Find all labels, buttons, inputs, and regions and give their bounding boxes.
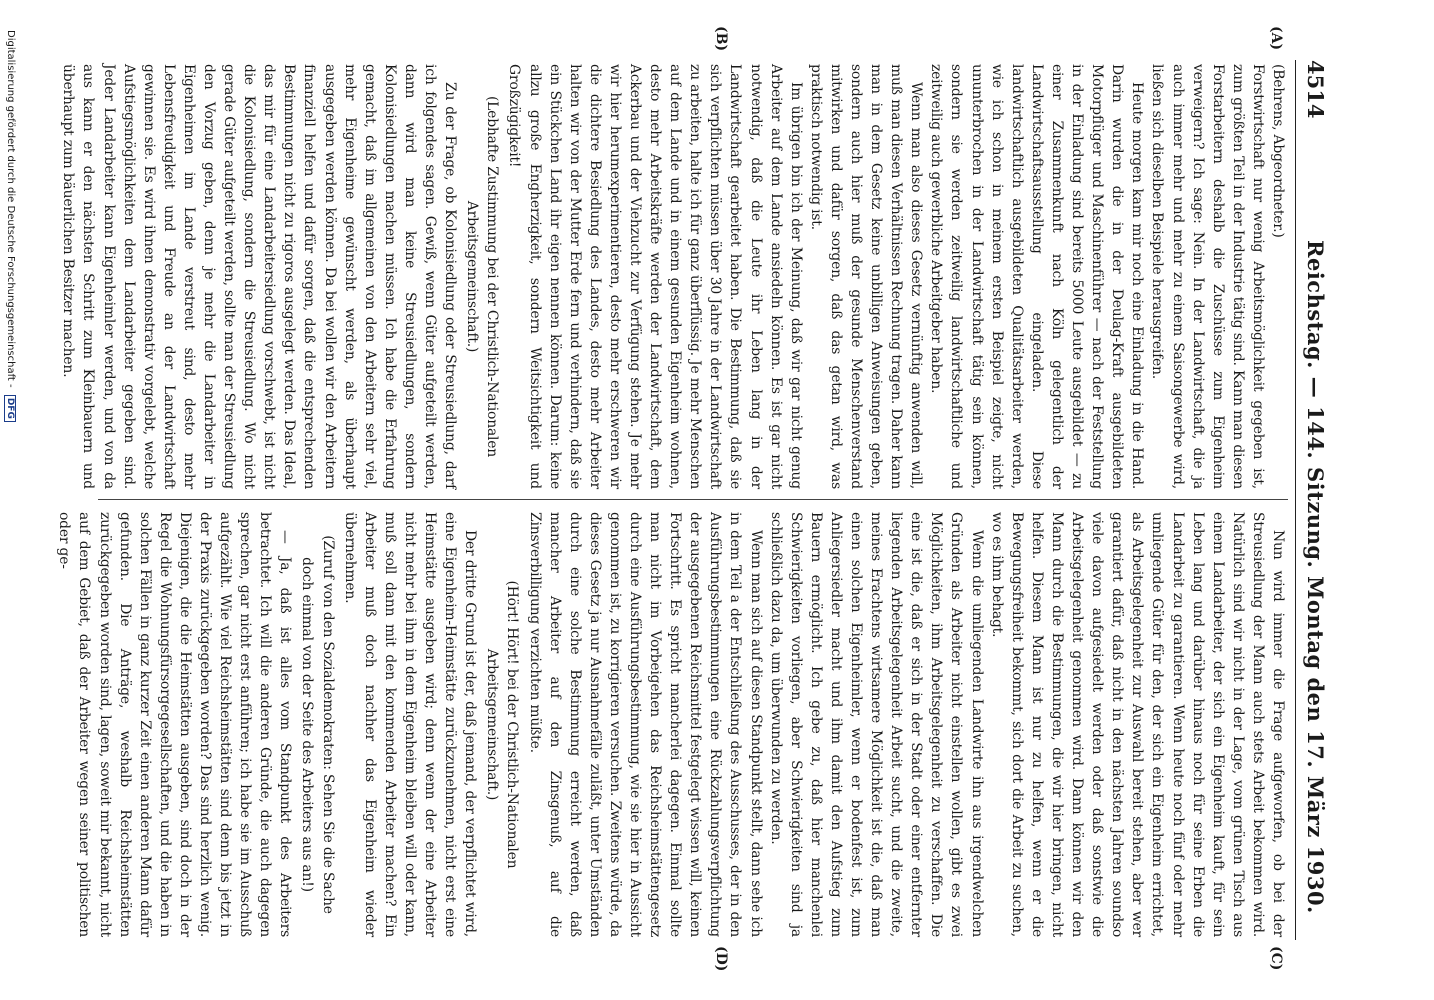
- margin-mark-b: (B): [713, 26, 729, 52]
- running-head: Reichstag. — 144. Sitzung. Montag den 17. März 1930.: [1303, 240, 1328, 914]
- paragraph: Im übrigen bin ich der Meinung, daß wir gar nicht genug Arbeiter auf dem Lande ansiedeln können. Es ist gar nicht notwendig, daß die Leute ihr Leben lang in der Landwirtschaft gearbeitet haben. Die Bestimmung, daß sie sich verpflichten müssen über 30 Jahre in der Landwirtschaft zu arbeiten, halte ich für ganz überflüssig. Je mehr Menschen auf dem Lande und in einem gesunden Eigenheim wohnen, desto mehr Arbeitskräfte werden der Landwirtschaft, dem Ackerbau und der Viehzucht zur Verfügung stehen. Je mehr wir hier herumexperimentieren, desto mehr erschweren wir die dichtere Besiedlung des Landes, desto mehr Arbeiter halten wir von der Mutter Erde fern und verhindern, daß sie ein Stückchen Land ihr eigen nennen können. Darum: keine allzu große Engherzigkeit, sondern Weitsichtigkeit und Großzügigkeit!: [506, 64, 804, 489]
- paragraph: — Ja, daß ist alles vom Standpunkt des Arbeiters betrachtet. Ich will die anderen Gründe, die auch dagegen sprechen, gar nicht erst anführen; ich habe sie im Ausschuß aufgezählt. Wie viel Reichsheimstätten sind denn bis jetzt in der Praxis zurückgegeben worden? Das sind herzlich wenig. Diejenigen, die die Heimstätten ausgeben, sind doch in der Regel die Wohnungsfürsorgegesellschaften, und die haben in solchen Fällen in ganz kurzer Zeit einen anderen Mann dafür gefunden. Die Anträge, weshalb Reichsheimstätten zurückgegeben worden sind, lagen, soweit mir bekannt, nicht auf dem Gebiet, daß der Arbeiter wegen seiner politischen oder ge-: [56, 512, 294, 937]
- paragraph: Der dritte Grund ist der, daß jemand, der verpflichtet wird, eine Eigenheim-Heimstätte zurückzunehmen, nicht erst eine Heimstätte ausgeben wird; denn wenn der eine Arbeiter nicht mehr bei ihm in dem Eigenheim bleiben will oder kann, muß soll dann mit den kommenden Arbeiter machen? Ein Arbeiter muß doch nachher das Eigenheim wieder übernehmen.: [341, 512, 479, 937]
- interjection: (Hört! Hört! bei der Christlich-Nationalen Arbeitsgemeinschaft.): [484, 580, 521, 869]
- speaker-label: (Behrens, Abgeordneter.): [1270, 64, 1286, 238]
- paragraph: Forstwirtschaft nur wenig Arbeitsmöglichkeit gegeben ist, zum größten Teil in der Industrie tätig sind. Kann man diesen Forstarbeitern deshalb die Zuschüsse zum Eigenheim verweigern? Ich sage: Nein. In der Landwirtschaft, die ja auch immer mehr und mehr zu einem Saisongewerbe wird, ließen sich dieselben Beispiele herausgreifen.: [1149, 64, 1266, 489]
- paragraph: Nun wird immer die Frage aufgeworfen, ob bei der Streusiedlung der Mann auch stets Arbeit bekommen wird. Natürlich sind wir nicht in der Lage, vom grünen Tisch aus einem Landarbeiter, der sich ein Eigenheim kauft, für sein Leben lang und darüber hinaus noch für seine Erben die Landarbeit zu garantieren. Wenn heute noch fünf oder mehr umliegende Güter für den, der sich ein Eigenheim errichtet, als Arbeitsgelegenheit zur Auswahl bereit stehen, aber wer garantiert dafür, daß nicht in den nächsten Jahren soundso viele davon aufgesiedelt werden oder daß sonstwie die Arbeitsgelegenheit genommen wird. Dann können wir den Mann durch die Bestimmungen, die wir hier bringen, nicht helfen. Diesem Mann ist nur zu helfen, wenn er die Bewegungsfreiheit bekommt, sich dort die Arbeit zu suchen, wo es ihm behagt.: [988, 512, 1286, 937]
- margin-mark-a: (A): [1268, 26, 1284, 51]
- interjection: (Lebhafte Zustimmung bei der Christlich-Nationalen Arbeitsgemeinschaft.): [464, 95, 501, 458]
- digitization-credit: [4, 0, 16, 1000]
- left-column: [58, 64, 1288, 489]
- dfg-logo: DFG: [4, 395, 16, 422]
- margin-mark-c: (C): [1268, 946, 1284, 971]
- column-divider: [98, 499, 1288, 500]
- paragraph: Wenn man sich auf diesen Standpunkt stellt, dann sehe ich in dem Teil a der Entschließung des Ausschusses, der in den Ausführungsbestimmungen eine Rückzahlungsverpflichtung der ausgegebenen Reichsmittel festgelegt wissen will, keinen Fortschritt. Es spricht mancherlei dagegen. Einmal sollte man nicht im Vorbeigehen das Reichsheimstättengesetz durch eine Ausführungsbestimmung, wie sie hier in Aussicht genommen ist, zu korrigieren versuchen. Zweitens würde, da dieses Gesetz ja nur Ausnahmefälle zuläßt, unter Umständen durch eine solche Bestimmung erreicht werden, daß mancher Arbeiter auf den Zinsgenuß, auf die Zinsverbilligung verzichten müßte.: [526, 512, 764, 937]
- paragraph: Wenn man also dieses Gesetz vernünftig anwenden will, muß man diesen Verhältnissen Rechnung tragen. Daher kann man in dem Gesetz keine unbilligen Anweisungen geben, sondern auch hier muß der gesunde Menschenverstand mitwirken und dafür sorgen, daß das getan wird, was praktisch notwendig ist.: [807, 64, 925, 489]
- margin-mark-d: (D): [713, 946, 729, 972]
- paragraph: Wenn die umliegenden Landwirte ihn aus irgendwelchen Gründen als Arbeiter nicht einstellen wollen, gibt es zwei Möglichkeiten, ihm Arbeitsgelegenheit zu verschaffen. Die eine ist die, daß er sich in der Stadt oder einer entfernter liegenden Arbeitsgelegenheit Arbeit sucht, und die zweite, meines Erachtens wirtsamere Möglichkeit ist die, daß man einen solchen Eigenheimler, wenn er bodenfest ist, zum Anliegersiedler macht und ihm damit den Aufstieg zum Bauern ermöglicht. Ich gebe zu, daß hier manchenlei Schwierigkeiten vorliegen, aber Schwierigkeiten sind ja schließlich dazu da, um überwunden zu werden.: [767, 512, 985, 937]
- page-number: 4514: [1303, 60, 1328, 119]
- right-column: [54, 512, 1288, 937]
- paragraph: Zu der Frage, ob Kolonisiedlung oder Streusiedlung, darf ich folgendes sagen. Gewiß, wenn Güter aufgeteilt werden, dann wird man keine Streusiedlungen, sondern Kolonisiedlungen machen müssen. Ich habe die Erfahrung gemacht, daß im allgemeinen von den Arbeitern sehr viel, mehr Eigenheime gewünscht werden, als überhaupt ausgegeben werden können. Da bei wollen wir den Arbeitern finanziell helfen und dafür sorgen, daß die entsprechenden Bestimmungen nicht zu rigoros ausgelegt werden. Das Ideal, das mir für eine Landarbeitersiedlung vorschwebt, ist nicht die Kolonisiedlung, sondern die Streusiedlung. Wo nicht gerade Güter aufgeteilt werden, sollte man der Streusiedlung den Vorzug geben, denn je mehr die Landarbeiter in Eigenheimen im Lande verstreut sind, desto mehr Lebensfreudigkeit und Freude an der Landwirtschaft gewinnen sie. Es wird ihnen demonstrativ vorgelebt, welche Aufstiegsmöglichkeiten dem Landarbeiter gegeben sind. Jeder Landarbeiter kann Eigenheimler werden, und von da aus kann er den nächsten Schritt zum Kleinbauern und überhaupt zum bäuerlichen Besitzer machen.: [60, 64, 459, 489]
- page-header: [1294, 60, 1334, 940]
- interjection: (Zuruf von den Sozialdemokraten: Sehen Sie die Sache doch einmal von der Seite des Arbeiters aus an!): [299, 535, 336, 914]
- credit-text: Digitalisierung gefördert durch die Deutsche Forschungsgemeinschaft -: [5, 30, 16, 388]
- header-rule: [1295, 60, 1296, 940]
- paragraph: Heute morgen kam mir noch eine Einladung in die Hand. Darin wurden die in der Deulag-Kraft ausgebildeten Motorpflüger und Maschinenführer — nach der Feststellung in der Einladung sind bereits 5000 Leute ausgebildet — zu einer Zusammenkunft nach Köln gelegentlich der Landwirtschaftsausstellung eingeladen. Diese landwirtschaftlich ausgebildeten Qualitätsarbeiter werden, wie ich schon in meinem ersten Beispiel zeigte, nicht ununterbrochen in der Landwirtschaft tätig sein können, sondern sie werden zeitweilig landwirtschaftliche und zeitweilig auch gewerbliche Arbeitgeber haben.: [928, 64, 1146, 489]
